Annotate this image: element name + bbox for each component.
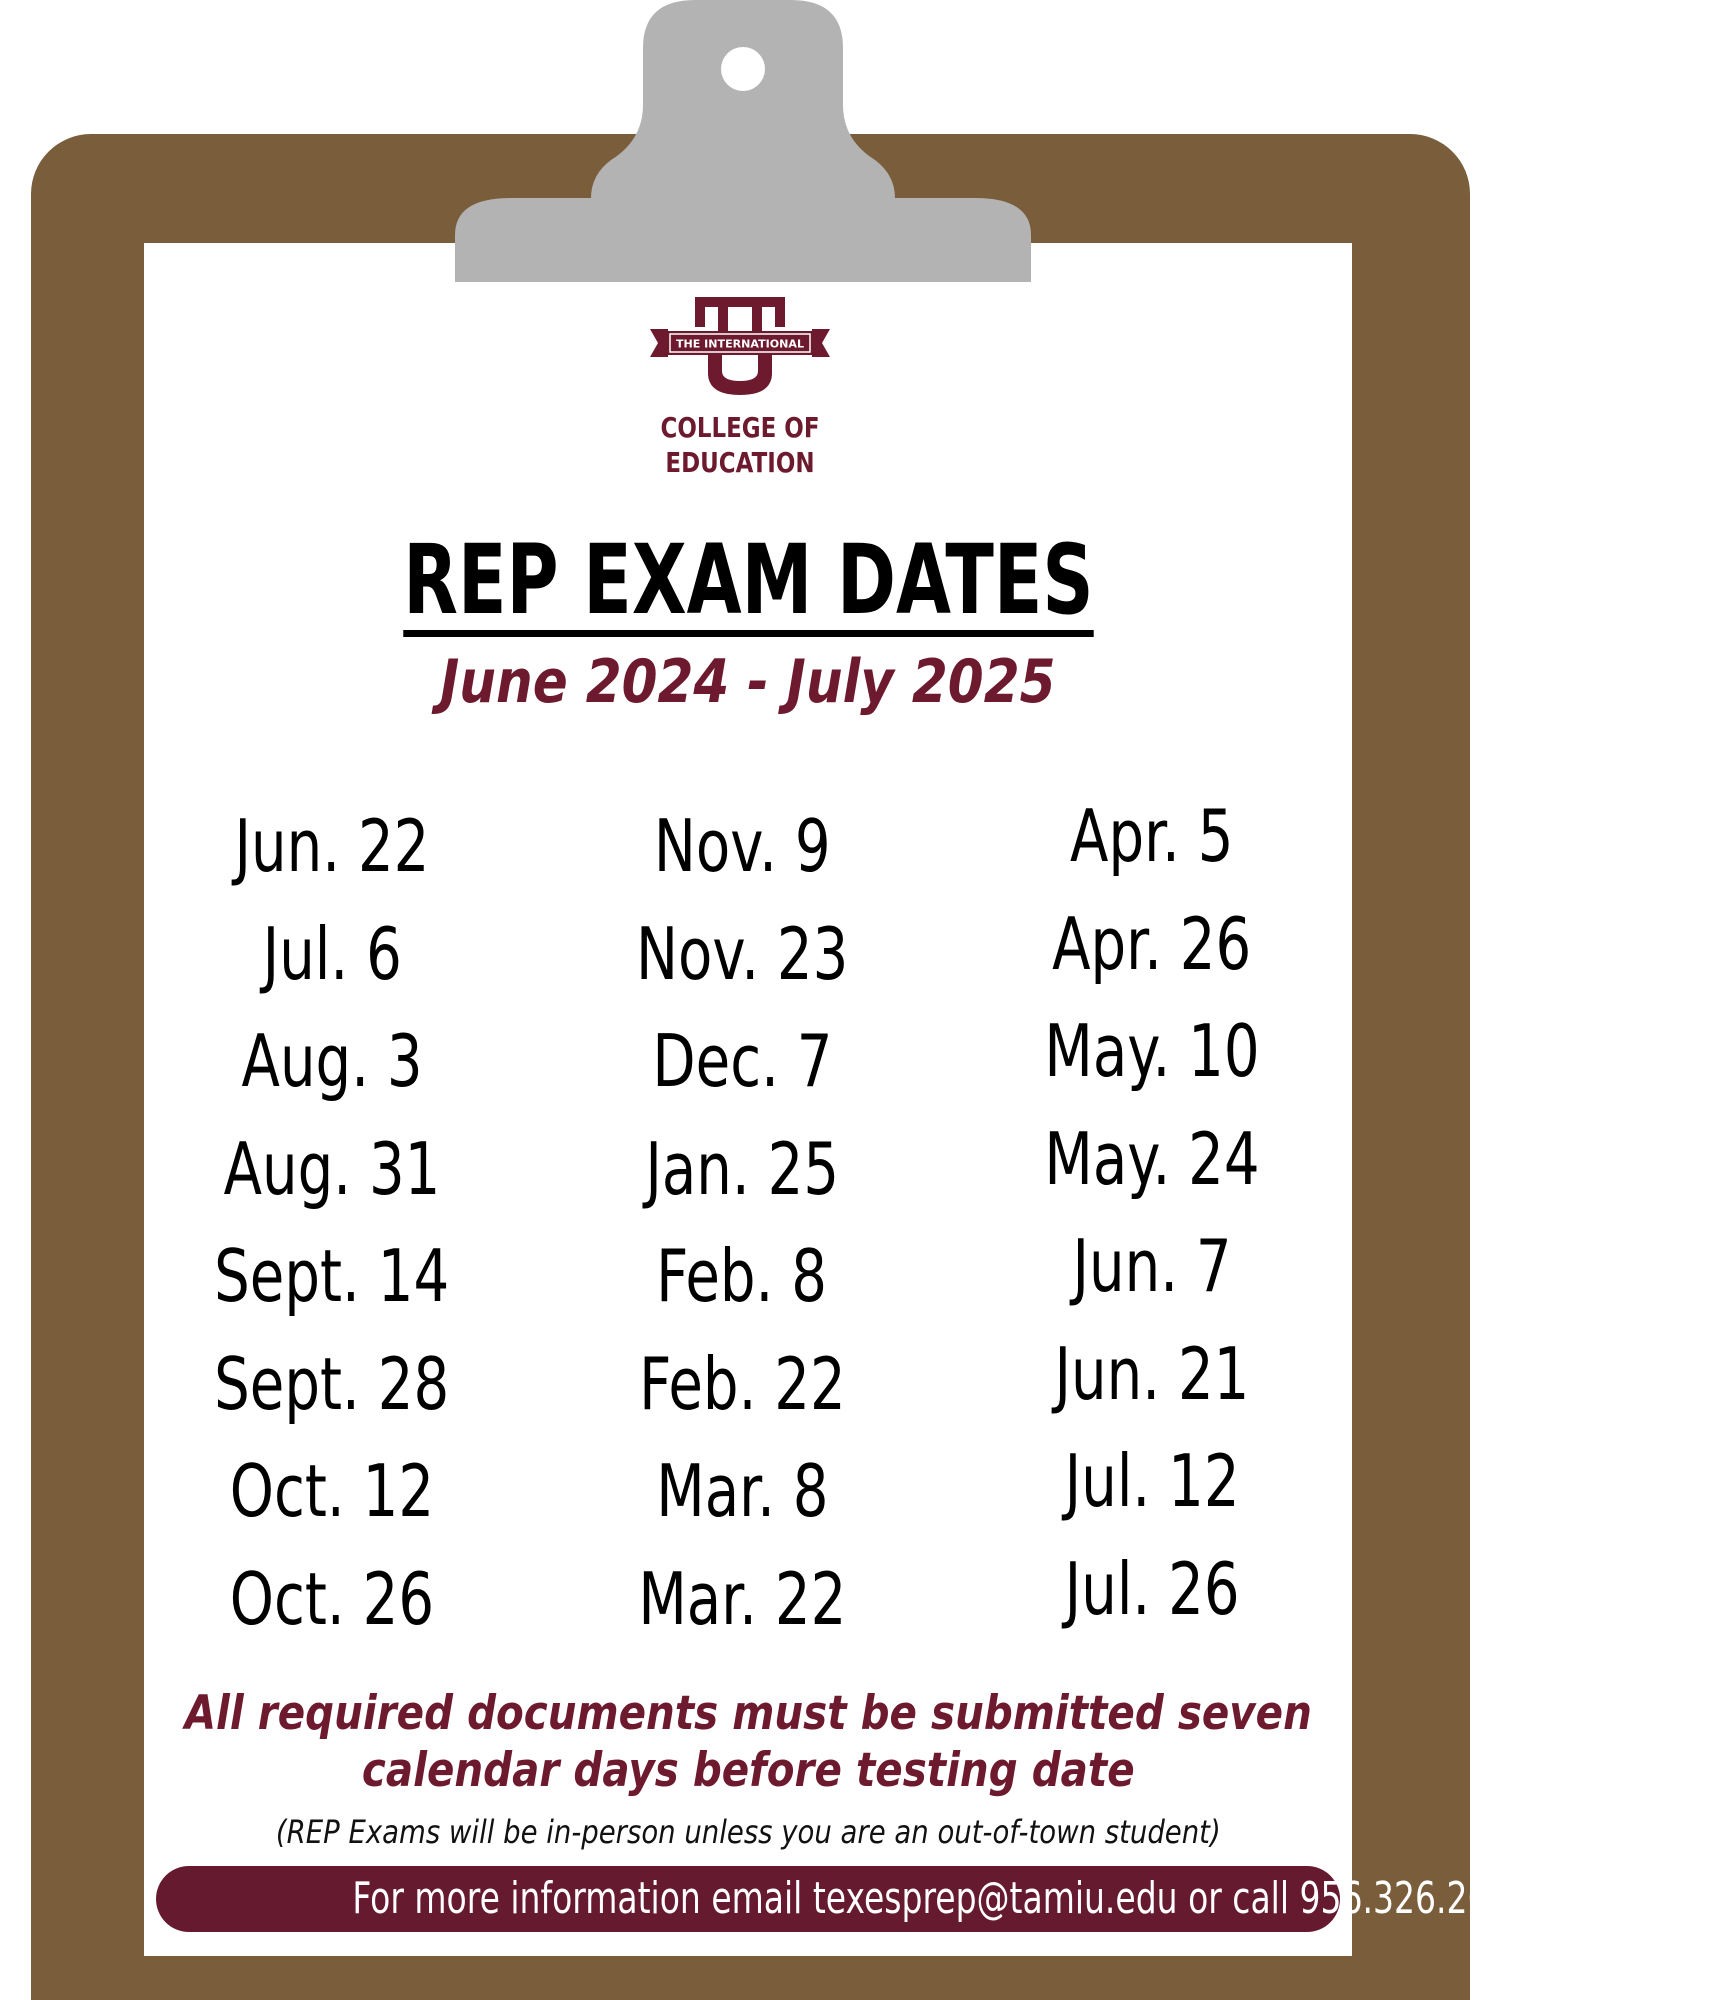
exam-date: Jun. 7 (1072, 1224, 1232, 1308)
exam-date: Apr. 5 (1070, 794, 1234, 878)
dates-column-3 (952, 783, 1352, 1643)
deadline-note-line2: calendar days before testing date (361, 1743, 1135, 1798)
page-subtitle (0, 644, 1496, 720)
exam-date: Jun. 22 (234, 804, 430, 888)
exam-date: Aug. 31 (223, 1126, 441, 1211)
deadline-note-line1: All required documents must be submitted seven (184, 1686, 1312, 1741)
exam-date: Mar. 22 (638, 1556, 846, 1641)
exam-date: Apr. 26 (1052, 901, 1252, 986)
exam-date: Oct. 12 (229, 1449, 435, 1533)
tamiu-u-logo-icon (650, 295, 830, 405)
page-title (0, 525, 1496, 637)
in-person-note-text: (REP Exams will be in-person unless you are an out-of-town student) (275, 1813, 1221, 1851)
exam-date: May. 10 (1044, 1009, 1260, 1093)
exam-date: Jul. 26 (1064, 1546, 1240, 1631)
exam-date: Feb. 8 (656, 1234, 828, 1318)
college-name-line2: EDUCATION (665, 446, 815, 479)
exam-date: Mar. 8 (655, 1449, 829, 1533)
exam-date: Nov. 9 (653, 804, 831, 888)
exam-date: Jun. 21 (1054, 1331, 1250, 1416)
page-title-text: REP EXAM DATES (402, 524, 1094, 636)
college-name (625, 410, 855, 480)
logo-banner-text: THE INTERNATIONAL (676, 337, 804, 351)
exam-date: Feb. 22 (638, 1341, 846, 1426)
dates-column-2 (542, 793, 942, 1653)
contact-text: For more information email texesprep@tamiu.edu or call 956.326.2688 (352, 1873, 1531, 1924)
clipboard-clip-icon (455, 0, 1031, 282)
exam-date: Sept. 14 (214, 1234, 450, 1318)
exam-date: Nov. 23 (635, 911, 849, 996)
exam-date: Jul. 12 (1064, 1439, 1240, 1523)
exam-date: Dec. 7 (651, 1019, 833, 1103)
in-person-note (0, 1810, 1496, 1854)
page-subtitle-text: June 2024 - July 2025 (440, 647, 1056, 717)
exam-date: Aug. 3 (241, 1019, 423, 1103)
deadline-note (0, 1685, 1496, 1799)
exam-date: Sept. 28 (214, 1341, 450, 1426)
dates-column-1 (132, 793, 532, 1653)
exam-date: Jul. 6 (262, 911, 402, 996)
contact-bar (156, 1866, 1531, 1932)
exam-date: May. 24 (1044, 1116, 1260, 1201)
exam-date: Oct. 26 (229, 1556, 435, 1641)
exam-date: Jan. 25 (645, 1126, 839, 1211)
college-name-line1: COLLEGE OF (660, 411, 820, 444)
